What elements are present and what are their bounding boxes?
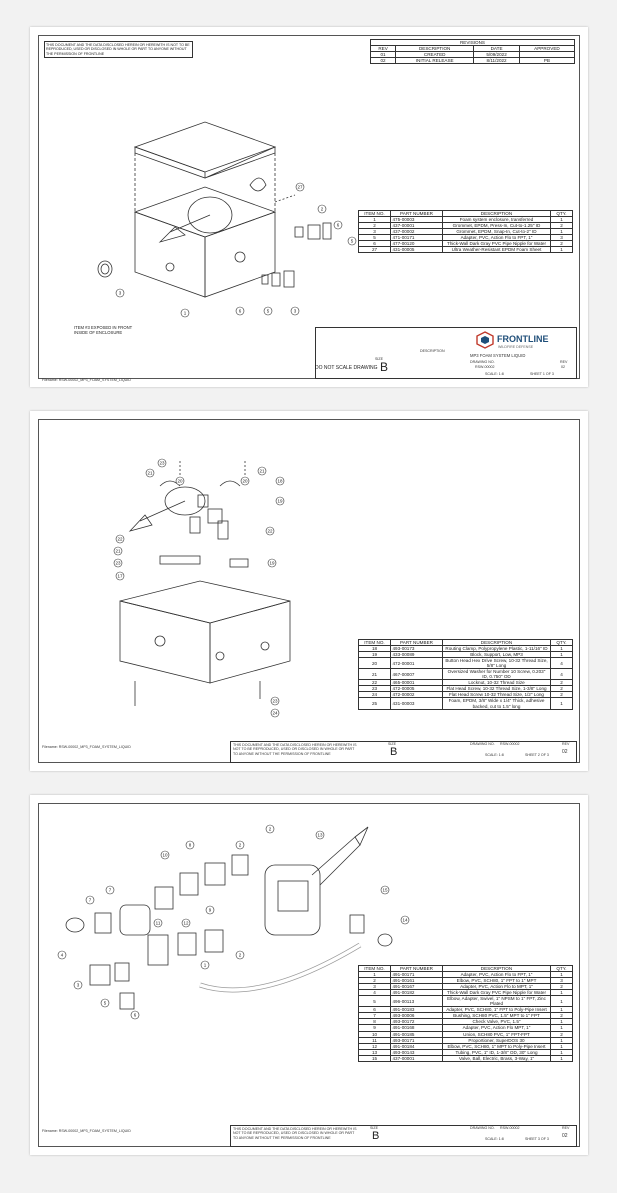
sheet-size: B: [380, 360, 389, 374]
callout-23: 23: [159, 460, 165, 466]
description-header: DESCRIPTION: [443, 640, 551, 646]
callout-9: 9: [208, 907, 212, 913]
table-row: 02 INITIAL RELEASE 8/11/2022 PB: [371, 58, 575, 64]
item-no-header: ITEM NO.: [359, 966, 391, 972]
rev-header: REV: [371, 46, 396, 52]
callout-2b: 2: [238, 842, 242, 848]
item-no-header: ITEM NO.: [359, 640, 391, 646]
callout-5: 5: [350, 238, 354, 244]
callout-27: 27: [297, 184, 303, 190]
item-no-header: ITEM NO.: [359, 211, 391, 217]
callout-19b: 19: [269, 560, 275, 566]
callout-21b: 21: [259, 468, 265, 474]
bom-table-3: [358, 965, 573, 1062]
exploded-view-mounting: [90, 451, 310, 731]
callout-23b: 23: [115, 560, 121, 566]
qty-header: QTY.: [551, 640, 573, 646]
size-label: SIZE: [370, 1126, 378, 1130]
table-row: 15 437-00001 Valve, Ball, Electric, Brass, 3-Way, 1" 1: [359, 1055, 573, 1061]
date-header: DATE: [474, 46, 520, 52]
table-row: 21 467-00007 Oversized Washer for Number 10 Screw, 0.203" ID, 0.750" OD 4: [359, 669, 573, 680]
callout-21c: 21: [115, 548, 121, 554]
table-row: 24 472-00002 Flat Head Screw 10-32 Thread Size, 1/2" Long 2: [359, 692, 573, 698]
size-label: SIZE: [375, 357, 383, 361]
footer-filename: Filename: RSW-00002_MP3_FOAM_SYSTEM_LIQUID: [42, 378, 131, 382]
drawing-number: RSW-00002: [500, 1126, 520, 1130]
drawing-sheet-1: [30, 27, 588, 387]
sheet-size: B: [390, 746, 398, 758]
table-row: 2 491-00161 Elbow, PVC, SCH80, 1" FPT to 1" MPT 3: [359, 978, 573, 984]
table-row: 1 491-00171 Adapter, PVC, Action Flo to FPT, 1" 1: [359, 972, 573, 978]
callout-20b: 20: [242, 478, 248, 484]
callout-14: 14: [402, 917, 408, 923]
qty-header: QTY.: [551, 211, 573, 217]
callout-5b: 5: [266, 308, 270, 314]
callout-7b: 7: [88, 897, 92, 903]
callout-2c: 2: [238, 952, 242, 958]
rev-label: REV: [560, 360, 568, 364]
callout-5: 5: [103, 1000, 107, 1006]
table-row: 2 437-00001 Grommet, EPDM, Press-In, Cut-to-1.25" ID 2: [359, 223, 573, 229]
qty-header: QTY.: [551, 966, 573, 972]
sheet-number: SHEET 2 OF 3: [525, 753, 549, 757]
table-row: 6 491-00183 Adapter, PVC, SCH80, 1" FPT to Poly-Pipe Insert 1: [359, 1007, 573, 1013]
drawing-sheet-3: [30, 795, 588, 1155]
sheet-size: B: [372, 1130, 380, 1142]
callout-20: 20: [177, 478, 183, 484]
do-not-scale: DO NOT SCALE DRAWING: [315, 365, 378, 371]
annotation-item3: ITEM #3 EXPOSED IN FRONT INSIDE OF ENCLOSURE: [74, 325, 133, 336]
table-row: 5 496-00113 Elbow, Adapter, Swivel, 1" NPSM to 1" FPT, Zinc Plated 1: [359, 996, 573, 1007]
callout-8: 8: [188, 842, 192, 848]
company-name: FRONTLINE: [497, 334, 549, 344]
table-row: 6 477-00120 Thick-Wall Dark Gray PVC Pipe Nipple for Water 2: [359, 241, 573, 247]
scale: SCALE: 1:8: [485, 1137, 504, 1141]
callout-12: 12: [183, 920, 189, 926]
callout-10: 10: [162, 852, 168, 858]
footer-filename: Filename: RSW-00002_MP3_FOAM_SYSTEM_LIQUID: [42, 745, 131, 749]
drawing-no-label: DRAWING NO.: [470, 360, 495, 364]
company-tagline: WILDFIRE DEFENSE: [498, 345, 534, 349]
callout-11: 11: [155, 920, 161, 926]
callout-22b: 22: [267, 528, 273, 534]
approved-header: APPROVED: [519, 46, 574, 52]
table-row: 4 491-00182 Thick-Wall Dark Gray PVC Pipe Nipple for Water 1: [359, 990, 573, 996]
rev-number: 02: [562, 749, 568, 755]
table-row: 3 491-00167 Adapter, PVC, Action Flo to MPT, 1" 2: [359, 984, 573, 990]
callout-23c: 23: [272, 698, 278, 704]
part-number-header: PART NUMBER: [391, 966, 443, 972]
callout-6: 6: [336, 222, 340, 228]
callout-24: 24: [272, 710, 278, 716]
bom-table-2: [358, 639, 573, 710]
table-row: 23 472-00005 Flat Head Screw, 10-32 Thread Size, 1-3/8" Long 2: [359, 686, 573, 692]
drawing-no-label: DRAWING NO.: [470, 742, 495, 746]
callout-17: 17: [117, 573, 123, 579]
table-row: 20 472-00001 Button Head Hex Drive Screw, 10-32 Thread Size, 5/8" Long 4: [359, 658, 573, 669]
table-row: 1 475-00003 Foam system enclosure, transferred 1: [359, 217, 573, 223]
table-row: 13 493-00143 Tubing, PVC, 1" ID, 1-3/8" OD, 30" Long 1: [359, 1049, 573, 1055]
table-row: 12 491-00184 Elbow, PVC, SCH80, 1" MPT to Poly-Pipe Insert 1: [359, 1043, 573, 1049]
callout-3: 3: [118, 290, 122, 296]
table-row: 25 431-00003 Foam, EPDM, 3/8" Wide x 1/4" Thick, adhesive backed, cut to 1.5" long 1: [359, 698, 573, 709]
table-row: 9 491-00168 Adapter, PVC, Action Flo MPT, 1" 1: [359, 1025, 573, 1031]
table-row: 5 471-00171 Adapter, PVC, Action Flo to FPT, 1" 3: [359, 235, 573, 241]
table-row: 19 433-00089 Block, Support, Low, MP3 1: [359, 652, 573, 658]
callout-18: 18: [277, 478, 283, 484]
callout-6: 6: [133, 1012, 137, 1018]
drawing-number: RSW-00002: [475, 365, 495, 369]
revisions-title: REVISIONS: [371, 40, 575, 46]
callout-2: 2: [268, 826, 272, 832]
drawing-description: MP3 FOAM SYSTEM LIQUID: [470, 353, 526, 358]
description-header: DESCRIPTION: [443, 966, 551, 972]
exploded-view-enclosure: [90, 117, 360, 327]
size-label: SIZE: [388, 742, 396, 746]
proprietary-notice: THIS DOCUMENT AND THE DATA DISCLOSED HEREIN OR HEREWITH IS NOT TO BE REPRODUCED, USED OR DISCLOSED IN WHOLE OR PART TO ANYONE WITHOUT THE PERMISSION OF FRONTLINE: [233, 743, 357, 756]
callout-1: 1: [183, 310, 187, 316]
part-number-header: PART NUMBER: [391, 640, 443, 646]
rev-number: 02: [562, 1133, 568, 1139]
callout-6b: 6: [238, 308, 242, 314]
table-row: 10 491-00185 Union, SCH80 PVC, 1" FPT-FPT 2: [359, 1031, 573, 1037]
callout-22: 22: [117, 536, 123, 542]
callout-3: 3: [76, 982, 80, 988]
callout-4: 4: [60, 952, 64, 958]
rev-number: 02: [561, 365, 565, 369]
description-label: DESCRIPTION: [420, 349, 445, 353]
rev-label: REV: [562, 1126, 570, 1130]
drawing-no-label: DRAWING NO.: [470, 1126, 495, 1130]
description-header: DESCRIPTION: [396, 46, 474, 52]
table-row: 7 493-00006 Bushing, SCH80 PVC, 1.5" MPT to 1" FPT 2: [359, 1013, 573, 1019]
callout-7: 7: [108, 887, 112, 893]
scale: SCALE: 1:8: [485, 753, 504, 757]
callout-15: 15: [382, 887, 388, 893]
table-row: 11 493-00171 Proportioner, SuperDOS 30 1: [359, 1037, 573, 1043]
table-row: 01 CREATED 5/09/2022: [371, 52, 575, 58]
sheet-number: SHEET 3 OF 3: [525, 1137, 549, 1141]
callout-1: 1: [203, 962, 207, 968]
frontline-logo: [475, 330, 573, 350]
scale: SCALE: 1:8: [485, 372, 504, 376]
table-row: 27 431-00005 Ultra Weather-Resistant EPDM Foam Sheet 1: [359, 247, 573, 253]
footer-filename: Filename: RSW-00002_MP3_FOAM_SYSTEM_LIQUID: [42, 1129, 131, 1133]
callout-19: 19: [277, 498, 283, 504]
callout-13: 13: [317, 832, 323, 838]
table-row: 8 493-00172 Check Valve, PVC, 1.5" 1: [359, 1019, 573, 1025]
callout-21: 21: [147, 470, 153, 476]
callout-3b: 3: [293, 308, 297, 314]
part-number-header: PART NUMBER: [391, 211, 443, 217]
table-row: 3 437-00002 Grommet, EPDM, Snap-In, Cut-to-2" ID 1: [359, 229, 573, 235]
table-row: 18 493-00173 Routing Clamp, Polypropylene Plastic, 1-11/16" ID 1: [359, 646, 573, 652]
rev-label: REV: [562, 742, 570, 746]
callout-2: 2: [320, 206, 324, 212]
drawing-number: RSW-00002: [500, 742, 520, 746]
drawing-sheet-2: [30, 411, 588, 771]
proprietary-notice: THIS DOCUMENT AND THE DATA DISCLOSED HEREIN OR HEREWITH IS NOT TO BE REPRODUCED, USED OR DISCLOSED IN WHOLE OR PART TO ANYONE WITHOUT THE PERMISSION OF FRONTLINE: [44, 41, 193, 58]
proprietary-notice: THIS DOCUMENT AND THE DATA DISCLOSED HEREIN OR HEREWITH IS NOT TO BE REPRODUCED, USED OR DISCLOSED IN WHOLE OR PART TO ANYONE WITHOUT THE PERMISSION OF FRONTLINE: [233, 1127, 357, 1140]
bom-table-1: [358, 210, 573, 253]
revisions-table: [370, 39, 575, 64]
description-header: DESCRIPTION: [443, 211, 551, 217]
sheet-number: SHEET 1 OF 3: [530, 372, 554, 376]
table-row: 22 465-00001 Locknut, 10-32 Thread Size 2: [359, 680, 573, 686]
